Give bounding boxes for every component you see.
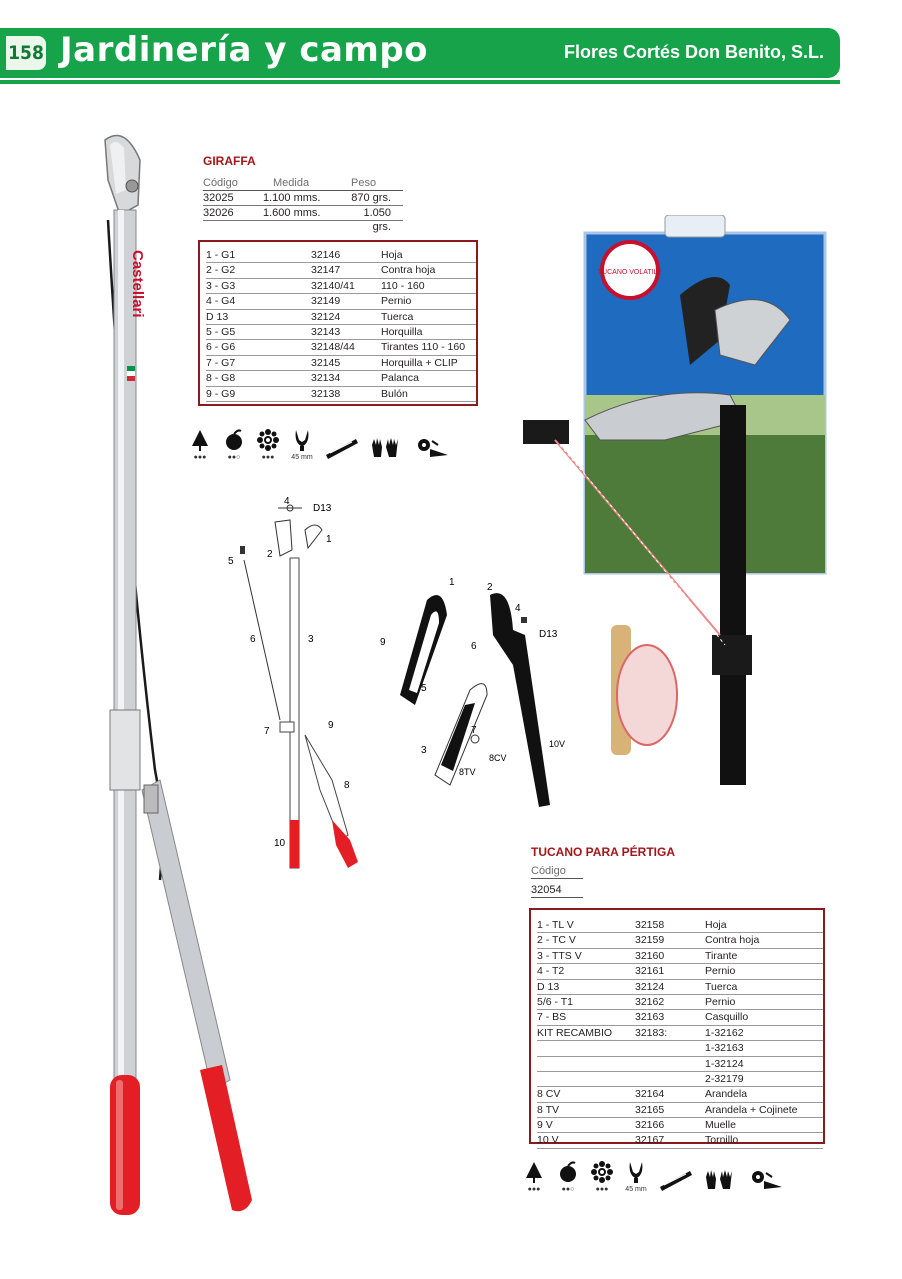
cell-ref: 3 - G3: [206, 279, 236, 292]
cell-ref: 2 - TC V: [537, 934, 576, 947]
diagram-label: 7: [264, 726, 270, 737]
cell-ref: 6 - G6: [206, 341, 236, 354]
cell-size: 1.100 mms.: [263, 192, 321, 204]
header-weight: Peso: [351, 177, 377, 189]
saw-icon: [324, 435, 360, 461]
cell-code: 32160: [635, 949, 665, 962]
cell-description: 1-32163: [705, 1042, 744, 1055]
cell-description: Palanca: [381, 372, 419, 385]
cutter-icon: [416, 435, 452, 461]
cell-code: 32158: [635, 919, 665, 931]
cell-ref: 3 - TTS V: [537, 949, 582, 962]
giraffa-parts-table: [198, 240, 478, 406]
table-row: [206, 294, 476, 309]
cell-ref: 8 - G8: [206, 372, 236, 385]
cell-description: Contra hoja: [381, 264, 436, 277]
table-row: [206, 325, 476, 340]
cell-description: Hoja: [705, 919, 727, 931]
tree-icon: [522, 1160, 546, 1193]
table-row: [537, 918, 823, 933]
cell-description: Horquilla + CLIP: [381, 356, 458, 369]
table-row: [206, 310, 476, 325]
diagram-label: 1: [326, 534, 332, 545]
table-row: [206, 356, 476, 371]
cell-description: Tuerca: [381, 310, 414, 323]
cell-code: 32167: [635, 1134, 665, 1147]
table-row: [206, 248, 476, 263]
cell-description: Casquillo: [705, 1011, 749, 1024]
header-code: Código: [531, 864, 583, 879]
cell-ref: 9 V: [537, 1119, 553, 1132]
table-row: [206, 387, 476, 402]
cell-code: 32183:: [635, 1026, 668, 1039]
cell-code: 32165: [635, 1103, 665, 1116]
cell-weight: 870 grs.: [351, 192, 391, 204]
blade-icon: [624, 1160, 648, 1193]
rating-dots: ●●●: [261, 454, 275, 461]
cell-description: Arandela + Cojinete: [705, 1103, 798, 1116]
cell-description: Tirante: [705, 949, 738, 962]
cell-description: Bulón: [381, 387, 408, 400]
cell-description: Pernio: [705, 965, 736, 978]
gloves-icon: [370, 435, 406, 461]
cutter-icon: [750, 1167, 786, 1193]
diagram-label: 8CV: [489, 753, 507, 763]
header-size: Medida: [273, 177, 310, 189]
cell-code: 32026: [203, 207, 234, 219]
rating-dots: ●●●: [193, 454, 207, 461]
diagram-label: 2: [267, 549, 273, 560]
diagram-label: 2: [487, 582, 493, 593]
cell-description: Tirantes 110 - 160: [381, 341, 466, 354]
cell-weight: 1.050 grs.: [363, 207, 391, 233]
diagram-label: 3: [421, 745, 427, 756]
cell-code: [635, 1057, 705, 1071]
cell-description: 1-32162: [705, 1026, 744, 1039]
cell-code: 32025: [203, 192, 234, 204]
cell-description: Horquilla: [381, 325, 423, 338]
table-row: [537, 1010, 823, 1025]
rating-dots: ●●○: [227, 454, 241, 461]
fruit-icon: [556, 1160, 580, 1193]
table-row: [203, 206, 403, 233]
cell-ref: 5/6 - T1: [537, 995, 573, 1008]
diagram-label: 4: [515, 603, 521, 614]
page-title: Jardinería y campo: [60, 30, 429, 70]
giraffa-specs-header: [203, 176, 403, 191]
header-underline: [0, 80, 840, 84]
cell-code: 32124: [635, 980, 665, 993]
diagram-label: 9: [380, 637, 386, 648]
cell-code: 32138: [311, 387, 341, 400]
cell-ref: 4 - G4: [206, 295, 236, 308]
diagram-label: 5: [421, 683, 427, 694]
header-code: Código: [203, 177, 238, 189]
diagram-label: 9: [328, 720, 334, 731]
cell-description: Contra hoja: [705, 934, 760, 947]
table-row: [206, 263, 476, 278]
cell-ref: D 13: [537, 980, 560, 993]
cell-ref: [537, 1072, 635, 1086]
rating-dots: ●●●: [595, 1186, 609, 1193]
cell-description: 110 - 160: [381, 279, 425, 292]
cell-code: 32145: [311, 356, 341, 369]
blade-caption: 45 mm: [625, 1186, 647, 1193]
cell-code: 32054: [531, 883, 583, 898]
diagram-label: 10V: [549, 739, 566, 749]
flower-icon: [590, 1160, 614, 1193]
giraffa-specs-table: [203, 176, 403, 233]
table-row: [206, 340, 476, 355]
cell-description: Tornillo: [705, 1134, 739, 1147]
diagram-label: 8TV: [459, 767, 476, 777]
cell-code: 32163: [635, 1011, 665, 1024]
tucano-specs-table: [531, 864, 583, 898]
cell-code: 32162: [635, 995, 665, 1008]
usage-icons-row: [188, 428, 452, 461]
blade-icon: [290, 428, 314, 461]
diagram-label: 10: [274, 838, 286, 849]
cell-ref: [537, 1057, 635, 1071]
cell-code: 32146: [311, 249, 341, 261]
diagram-label: 6: [471, 641, 477, 652]
diagram-label: 4: [284, 496, 290, 507]
tucano-title: TUCANO PARA PÉRTIGA: [531, 845, 675, 859]
giraffa-exploded-diagram: [220, 490, 380, 880]
cell-code: 32159: [635, 934, 665, 947]
cell-ref: 5 - G5: [206, 325, 236, 338]
cell-description: Pernio: [705, 995, 736, 1008]
package-label: TUCANO VOLATILE: [597, 269, 663, 276]
table-row: [537, 964, 823, 979]
cell-description: 1-32124: [705, 1057, 744, 1070]
saw-icon: [658, 1167, 694, 1193]
cell-ref: [537, 1041, 635, 1055]
cell-code: 32149: [311, 295, 341, 308]
diagram-label: 7: [471, 725, 477, 736]
cell-description: 2-32179: [705, 1072, 744, 1085]
diagram-label: 8: [344, 780, 350, 791]
table-row: [206, 371, 476, 386]
cell-ref: 7 - G7: [206, 356, 236, 369]
company-name: Flores Cortés Don Benito, S.L.: [563, 42, 824, 62]
blade-caption: 45 mm: [291, 454, 313, 461]
table-row: [537, 933, 823, 948]
cell-code: 32166: [635, 1119, 665, 1132]
cell-size: 1.600 mms.: [263, 207, 321, 219]
rating-dots: ●●○: [561, 1186, 575, 1193]
cell-code: 32161: [635, 965, 665, 978]
cell-code: 32140/41: [311, 279, 355, 292]
table-row: [537, 1026, 823, 1041]
cell-ref: 4 - T2: [537, 965, 565, 978]
rating-dots: ●●●: [527, 1186, 541, 1193]
table-row: [537, 1072, 823, 1087]
cell-code: 32134: [311, 372, 341, 385]
table-row: [537, 980, 823, 995]
cell-ref: 1 - TL V: [537, 919, 574, 931]
giraffa-title: GIRAFFA: [203, 154, 256, 168]
cell-ref: KIT RECAMBIO: [537, 1026, 613, 1039]
tucano-parts-table: [529, 908, 825, 1147]
tucano-product-image: [515, 215, 835, 815]
page-number: 158: [6, 36, 46, 70]
cell-code: [635, 1072, 705, 1086]
cell-ref: 10 V: [537, 1134, 559, 1147]
cell-code: 32143: [311, 325, 341, 338]
gloves-icon: [704, 1167, 740, 1193]
cell-ref: 7 - BS: [537, 1011, 567, 1024]
cell-ref: 1 - G1: [206, 249, 236, 261]
table-row: [537, 1087, 823, 1102]
table-row: [206, 279, 476, 294]
tree-icon: [188, 428, 212, 461]
cell-ref: 8 TV: [537, 1103, 559, 1116]
diagram-label: 3: [308, 634, 314, 645]
table-row: [537, 1133, 823, 1148]
table-row: [203, 191, 403, 206]
table-row: [537, 1041, 823, 1056]
diagram-label: 6: [250, 634, 256, 645]
cell-description: Hoja: [381, 249, 403, 261]
cell-code: 32147: [311, 264, 341, 277]
table-row: [537, 1118, 823, 1133]
cell-ref: 2 - G2: [206, 264, 236, 277]
cell-ref: 9 - G9: [206, 387, 236, 400]
cell-description: Muelle: [705, 1119, 736, 1132]
cell-code: 32124: [311, 310, 341, 323]
fruit-icon: [222, 428, 246, 461]
cell-code: [635, 1041, 705, 1055]
castellari-brand: Castellari: [129, 250, 146, 318]
cell-description: Tuerca: [705, 980, 738, 993]
cell-description: Arandela: [705, 1088, 748, 1101]
diagram-label: D13: [313, 503, 332, 514]
diagram-label: 5: [228, 556, 234, 567]
diagram-label: 1: [449, 577, 455, 588]
cell-code: 32148/44: [311, 341, 355, 354]
usage-icons-row: [522, 1160, 786, 1193]
table-row: [537, 1103, 823, 1118]
table-row: [537, 1057, 823, 1072]
diagram-label: D13: [539, 629, 558, 640]
table-row: [537, 995, 823, 1010]
table-row: [537, 949, 823, 964]
flower-icon: [256, 428, 280, 461]
cell-ref: 8 CV: [537, 1088, 561, 1101]
cell-code: 32164: [635, 1088, 665, 1101]
cell-ref: D 13: [206, 310, 229, 323]
cell-description: Pernio: [381, 295, 412, 308]
